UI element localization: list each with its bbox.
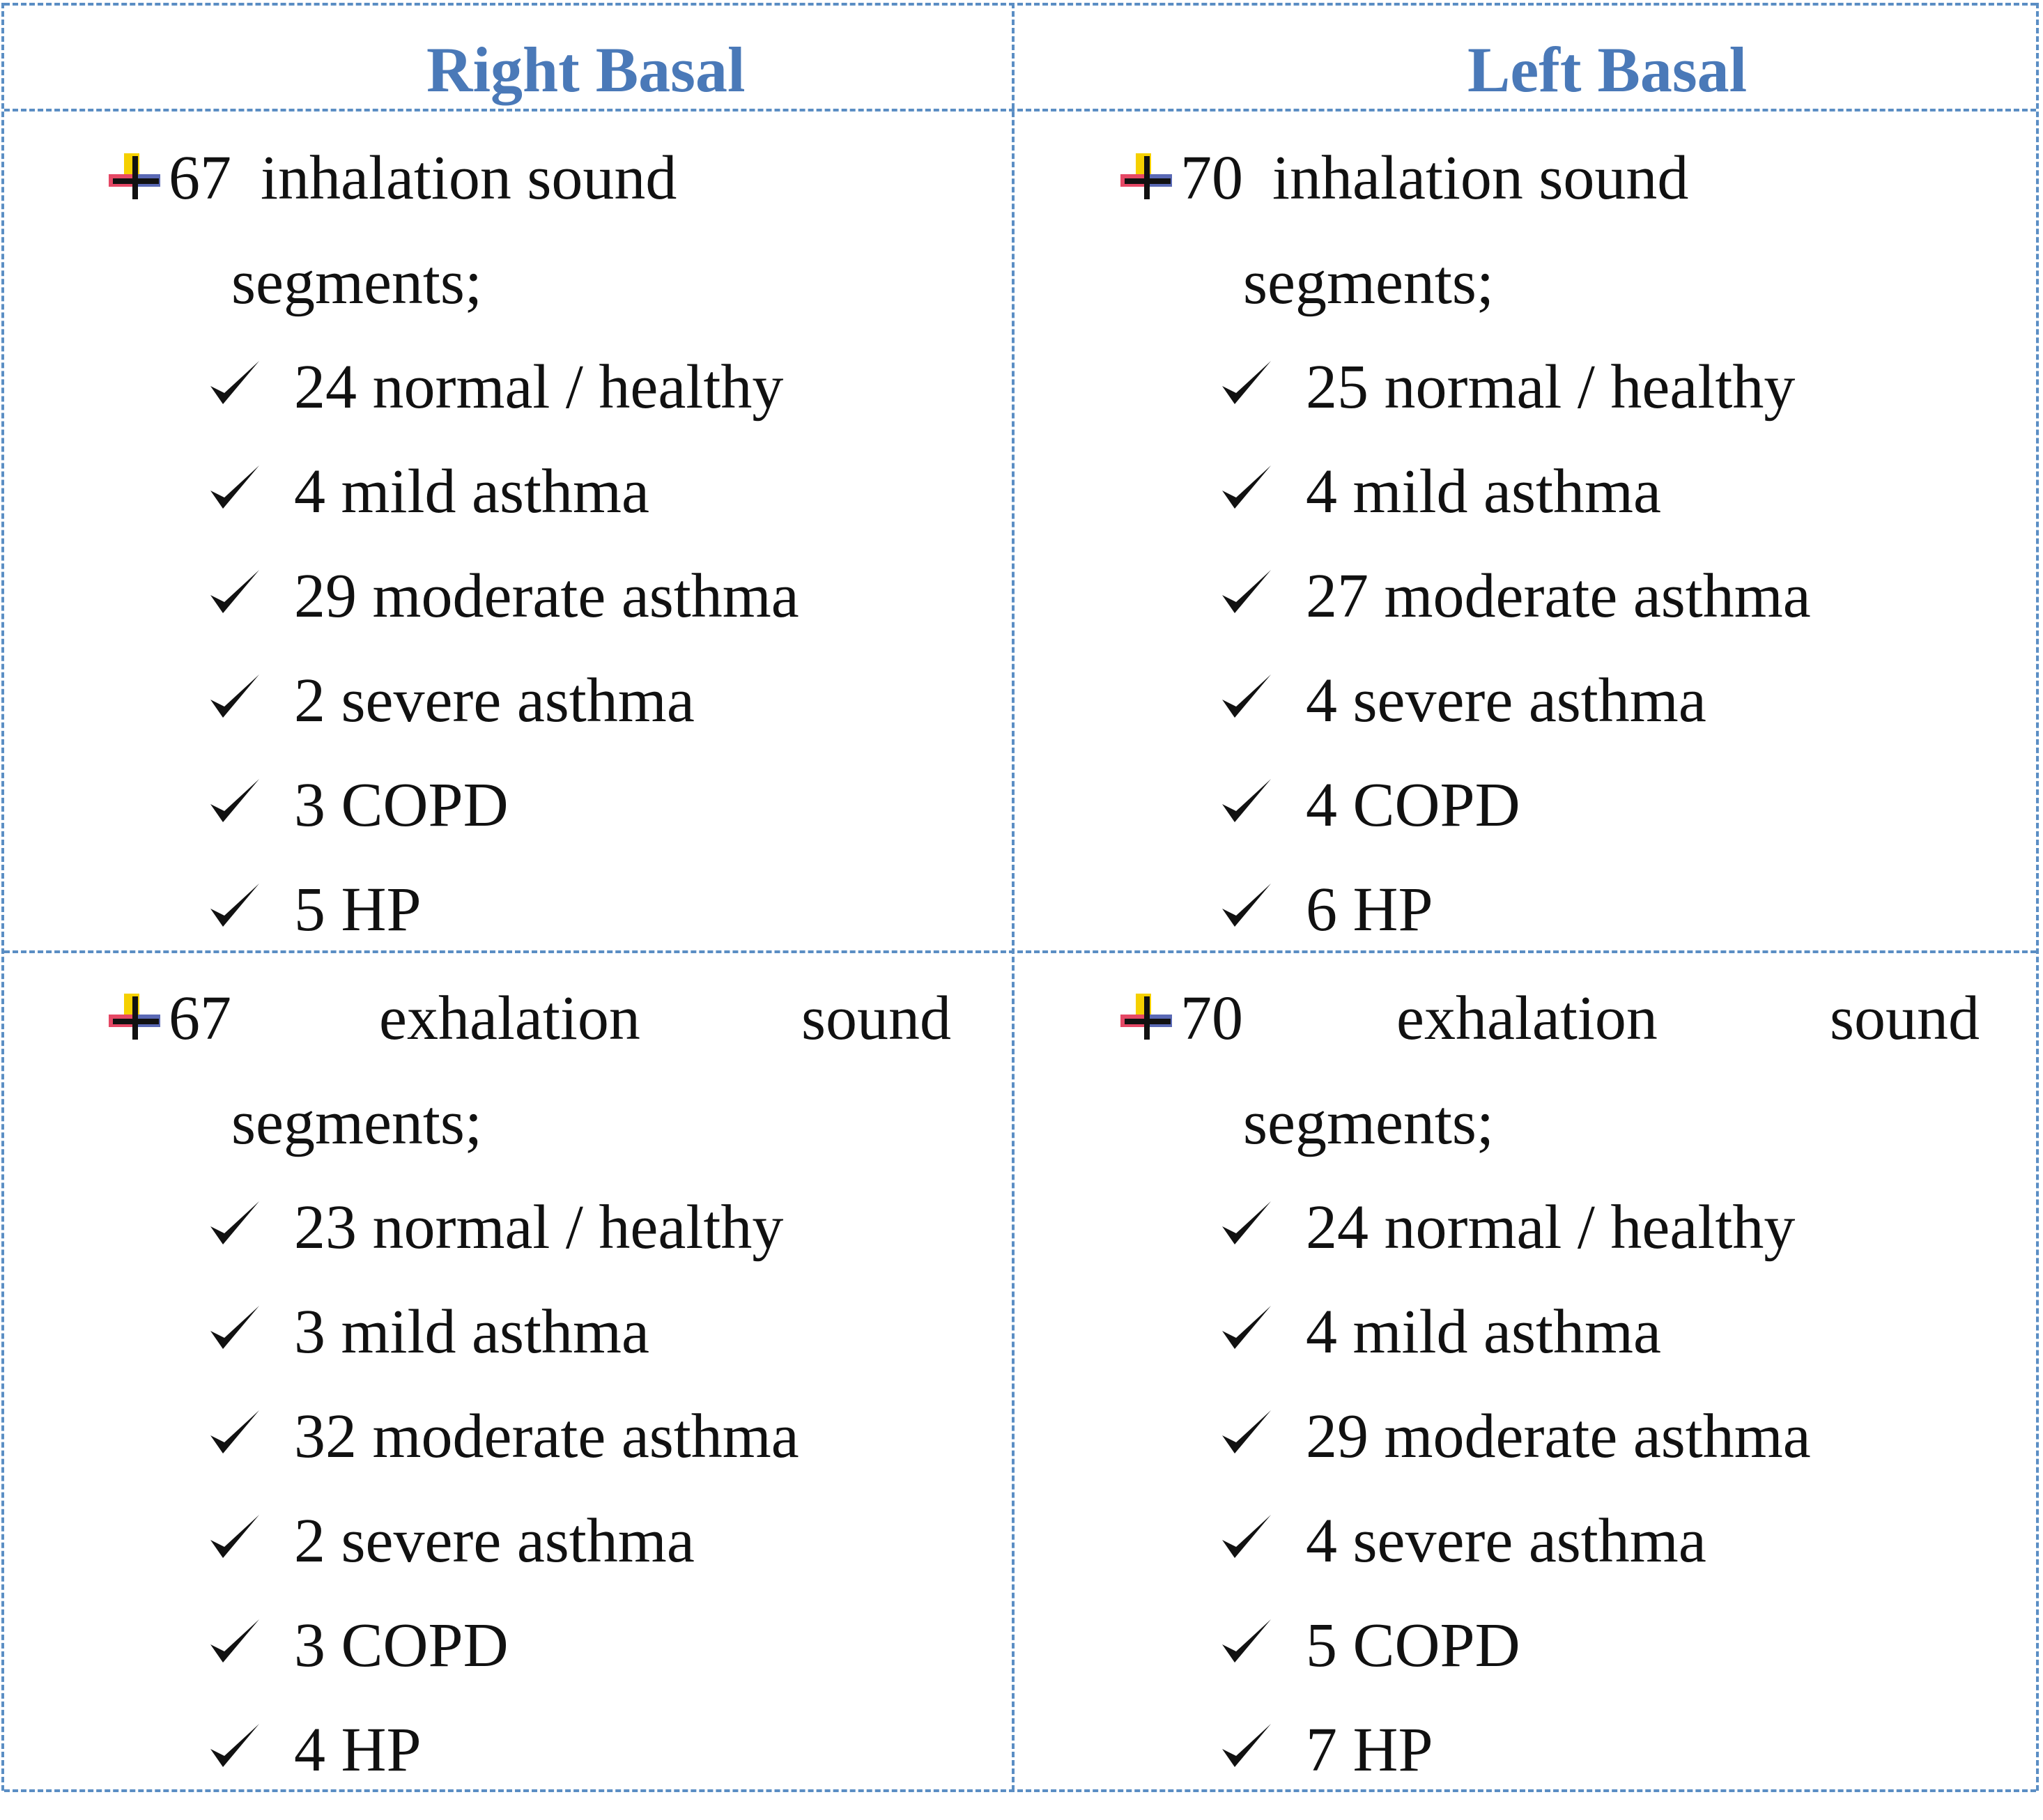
header-right-basal: Right Basal (426, 34, 746, 105)
segment-count: 67 (169, 984, 231, 1053)
check-icon (1218, 878, 1275, 935)
lead-word-exhalation: exhalation (1396, 984, 1658, 1053)
item-text: 24 normal / healthy (294, 353, 784, 422)
cross-bullet-icon (1120, 151, 1173, 203)
item-text: 5 HP (294, 875, 422, 944)
check-icon (206, 1718, 263, 1775)
check-icon (206, 1405, 263, 1462)
cross-bullet-icon (1120, 991, 1173, 1044)
check-icon (206, 1300, 263, 1357)
lead-word-exhalation: exhalation (379, 984, 640, 1053)
cross-bullet-icon (109, 151, 162, 203)
item-text: 32 moderate asthma (294, 1402, 799, 1471)
segment-count: 70 (1180, 984, 1243, 1053)
lead-word-sound: sound (1830, 984, 1980, 1053)
item-text: 4 HP (294, 1715, 422, 1784)
check-icon (1218, 1509, 1275, 1566)
cell-left-exhalation (1120, 984, 2012, 1784)
cell-right-inhalation (109, 144, 973, 944)
column-divider (1012, 3, 1015, 1791)
check-icon (206, 1614, 263, 1671)
check-icon (206, 564, 263, 622)
table-border-top (4, 3, 2036, 6)
item-text: 4 severe asthma (1306, 666, 1706, 735)
item-text: 4 mild asthma (1306, 1297, 1661, 1366)
check-icon (1218, 669, 1275, 726)
check-icon (206, 1509, 263, 1566)
check-icon (206, 355, 263, 412)
cell-right-exhalation (109, 984, 973, 1784)
header-left-basal: Left Basal (1467, 34, 1748, 105)
item-text: 4 mild asthma (294, 457, 649, 526)
item-text: 5 COPD (1306, 1611, 1520, 1680)
check-icon (1218, 460, 1275, 517)
item-text: 3 mild asthma (294, 1297, 649, 1366)
table-border-bottom (4, 1789, 2036, 1792)
item-text: 2 severe asthma (294, 666, 695, 735)
item-text: 25 normal / healthy (1306, 353, 1796, 422)
cross-bullet-icon (109, 991, 162, 1044)
check-icon (1218, 1196, 1275, 1253)
lead-text: inhalation sound (1272, 144, 1689, 213)
item-text: 24 normal / healthy (1306, 1193, 1796, 1262)
item-text: 3 COPD (294, 771, 509, 840)
table-border-left (1, 3, 4, 1791)
lead-word-sound: sound (801, 984, 952, 1053)
segment-count: 67 (169, 144, 231, 213)
segments-label: segments; (231, 248, 482, 317)
item-text: 4 severe asthma (1306, 1506, 1706, 1575)
item-text: 3 COPD (294, 1611, 509, 1680)
check-icon (206, 669, 263, 726)
item-text: 27 moderate asthma (1306, 562, 1811, 631)
check-icon (1218, 564, 1275, 622)
check-icon (206, 1196, 263, 1253)
check-icon (1218, 1405, 1275, 1462)
table-border-right (2036, 3, 2039, 1791)
segments-label: segments; (231, 1088, 482, 1157)
check-icon (206, 460, 263, 517)
item-text: 29 moderate asthma (294, 562, 799, 631)
lead-text: inhalation sound (261, 144, 677, 213)
item-text: 4 COPD (1306, 771, 1520, 840)
segment-count: 70 (1180, 144, 1243, 213)
cell-left-inhalation (1120, 144, 2012, 944)
check-icon (206, 878, 263, 935)
segments-label: segments; (1243, 1088, 1494, 1157)
item-text: 7 HP (1306, 1715, 1433, 1784)
item-text: 23 normal / healthy (294, 1193, 784, 1262)
item-text: 6 HP (1306, 875, 1433, 944)
item-text: 4 mild asthma (1306, 457, 1661, 526)
item-text: 2 severe asthma (294, 1506, 695, 1575)
item-text: 29 moderate asthma (1306, 1402, 1811, 1471)
check-icon (1218, 355, 1275, 412)
check-icon (1218, 1614, 1275, 1671)
row-divider (4, 950, 2036, 953)
check-icon (206, 773, 263, 831)
check-icon (1218, 1718, 1275, 1775)
check-icon (1218, 773, 1275, 831)
segments-label: segments; (1243, 248, 1494, 317)
check-icon (1218, 1300, 1275, 1357)
